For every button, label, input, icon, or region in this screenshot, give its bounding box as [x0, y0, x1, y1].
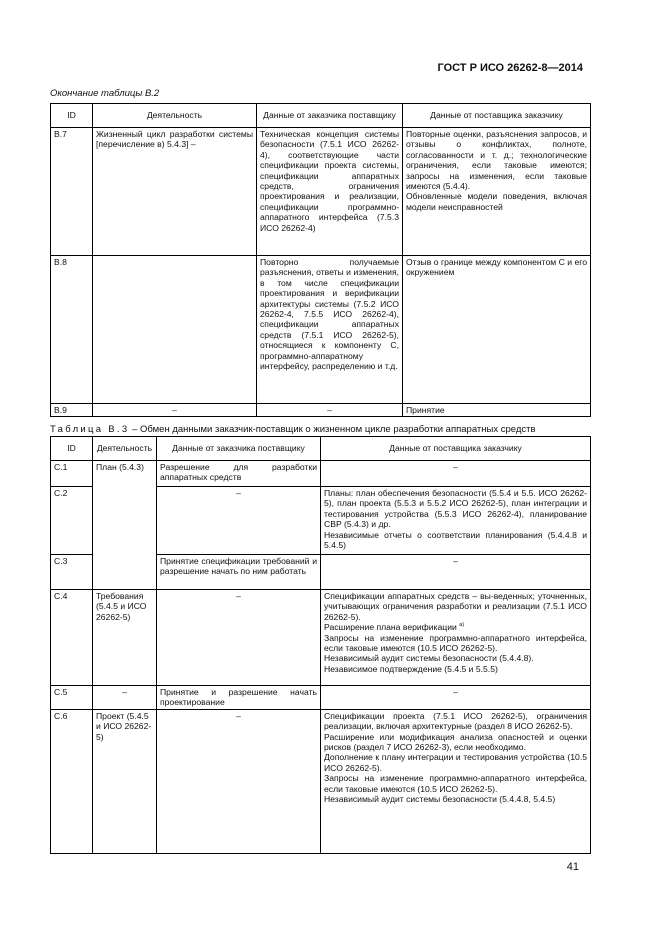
table-b3: [50, 436, 591, 854]
row-from-customer: –: [257, 404, 403, 417]
row-from-supplier: [321, 461, 591, 487]
cell-paragraph: Обновленные модели поведения, включая модели неисправностей: [406, 191, 587, 212]
cell-paragraph: Расширение или модификация анализа опасностей и оценки рисков (раздел 7 ИСО 26262-3), если необходимо.: [324, 731, 587, 753]
table-b2: [50, 103, 591, 417]
cell-paragraph: Независимый аудит системы безопасности (5.4.4.8).: [324, 653, 534, 664]
cell-paragraph: Принятие: [406, 405, 445, 415]
col-header-activity: Деятельность: [93, 104, 257, 128]
row-activity: Требования (5.4.5 и ИСО 26262-5): [93, 590, 157, 686]
row-from-customer: –: [157, 590, 321, 686]
row-id: С.6: [51, 709, 93, 853]
row-activity: План (5.4.3): [93, 461, 157, 590]
row-activity: [93, 256, 257, 404]
cell-paragraph: Спецификации аппаратных средств – вы-веденных; уточненных, учитывающих ограничения разработки и реализации (7.5.1 ИСО 26262-5).: [324, 591, 587, 622]
table-b3-caption: [50, 424, 590, 435]
cell-paragraph: Дополнение к плану интеграции и тестирования устройства (10.5 ИСО 26262-5).: [324, 752, 587, 773]
row-from-customer: Техническая концепция системы безопасности (7.5.1 ИСО 26262-4), соответствующие части спецификации проекта системы, спецификации аппаратных средств, ограничения проектирования и реализации, спецификации программно-аппаратного интерфейса (7.5.3 ИСО 26262-4): [257, 128, 403, 256]
row-from-customer: Принятие и разрешение начать проектирование: [157, 686, 321, 710]
cell-paragraph: Отзыв о границе между компонентом С и его окружением: [406, 257, 587, 278]
footnote-mark: а): [459, 622, 465, 629]
table-row: [51, 686, 591, 710]
row-id: В.8: [51, 256, 93, 404]
table-row: [51, 590, 591, 686]
row-from-supplier: [321, 487, 591, 555]
table-row: [51, 709, 591, 853]
table-row: [51, 404, 591, 417]
page-number: 41: [566, 861, 579, 873]
col-header-activity: Деятельность: [93, 437, 157, 461]
col-header-from-supplier: Данные от поставщика заказчику: [321, 437, 591, 461]
row-from-supplier: [321, 555, 591, 590]
col-header-from-customer: Данные от заказчика поставщику: [157, 437, 321, 461]
cell-paragraph: Независимый аудит системы безопасности (5.4.4.8, 5.4.5): [324, 794, 556, 805]
row-from-supplier: [321, 686, 591, 710]
document-id: ГОСТ Р ИСО 26262-8—2014: [437, 62, 583, 74]
row-from-supplier: [403, 128, 591, 256]
cell-paragraph: [324, 622, 587, 632]
row-activity: –: [93, 686, 157, 710]
table-row: [51, 256, 591, 404]
cell-paragraph: Спецификации проекта (7.5.1 ИСО 26262-5), ограничения реализации, включая архитектурные (раздел 8 ИСО 26262-5).: [324, 710, 587, 732]
row-from-customer: –: [157, 487, 321, 555]
cell-paragraph: Независимое подтверждение (5.4.5 и 5.5.5): [324, 663, 498, 674]
col-header-id: ID: [51, 437, 93, 461]
cell-paragraph: Запросы на изменение программно-аппаратного интерфейса, если таковые имеются (10.5 ИСО 26262-5).: [324, 632, 587, 654]
table-row: [51, 461, 591, 487]
col-header-from-supplier: Данные от поставщика заказчику: [403, 104, 591, 128]
row-id: В.9: [51, 404, 93, 417]
row-activity: –: [93, 404, 257, 417]
row-from-supplier: [321, 590, 591, 686]
row-activity: Проект (5.4.5 и ИСО 26262-5): [93, 709, 157, 853]
row-from-customer: Разрешение для разработки аппаратных средств: [157, 461, 321, 487]
row-id: С.1: [51, 461, 93, 487]
cell-paragraph: –: [453, 687, 458, 697]
row-from-supplier: [403, 404, 591, 417]
cell-paragraph: –: [453, 556, 458, 566]
verification-plan-text: Расширение плана верификации: [324, 622, 457, 633]
row-id: С.4: [51, 590, 93, 686]
table-b3-caption-text: – Обмен данными заказчик-поставщик о жизненном цикле разработки аппаратных средств: [129, 424, 536, 435]
row-from-customer: Принятие спецификации требований и разрешение начать по ним работать: [157, 555, 321, 590]
cell-paragraph: Повторные оценки, разъяснения запросов, и отзывы о конфликтах, полноте, согласованности и т. д.; технологические ограничения, если таковые имеются; запросы на изменения, если таковые имеются (5.4.4).: [406, 129, 587, 192]
row-id: В.7: [51, 128, 93, 256]
row-from-customer: –: [157, 709, 321, 853]
cell-paragraph: Планы: план обеспечения безопасности (5.5.4 и 5.5. ИСО 26262-5), план проекта (5.5.3 и 5.5.2 ИСО 26262-5), план интеграции и тестирования устройства (5.5.3 ИСО 26262-4), планирование СВР (5.4.3) и др.: [324, 488, 587, 530]
row-from-supplier: [403, 256, 591, 404]
table-b3-caption-number: Таблица В.3: [50, 424, 130, 435]
row-id: С.2: [51, 487, 93, 555]
col-header-from-customer: Данные от заказчика поставщику: [257, 104, 403, 128]
table-b2-caption: Окончание таблицы В.2: [50, 88, 160, 99]
row-from-customer: Повторно получаемые разъяснения, ответы и изменения, в том числе спецификации проектирования и верификации архитектуры системы (7.5.2 ИСО 26262-4, 7.5.5 ИСО 26262-4), спецификации аппаратных средств (7.5.1 ИСО 26262-5), относящиеся к компоненту С, программно-аппаратному интерфейсу, распределению и т.д.: [257, 256, 403, 404]
cell-paragraph: Независимые отчеты о соответствии планирования (5.4.4.8 и 5.4.5): [324, 529, 587, 551]
col-header-id: ID: [51, 104, 93, 128]
row-id: С.3: [51, 555, 93, 590]
row-id: С.5: [51, 686, 93, 710]
row-activity: Жизненный цикл разработки системы [перечисление в) 5.4.3] –: [93, 128, 257, 256]
cell-paragraph: –: [453, 462, 458, 472]
cell-paragraph: Запросы на изменение программно-аппаратного интерфейса, если таковые имеются (10.5 ИСО 26262-5).: [324, 773, 587, 794]
row-from-supplier: [321, 709, 591, 853]
table-row: [51, 128, 591, 256]
